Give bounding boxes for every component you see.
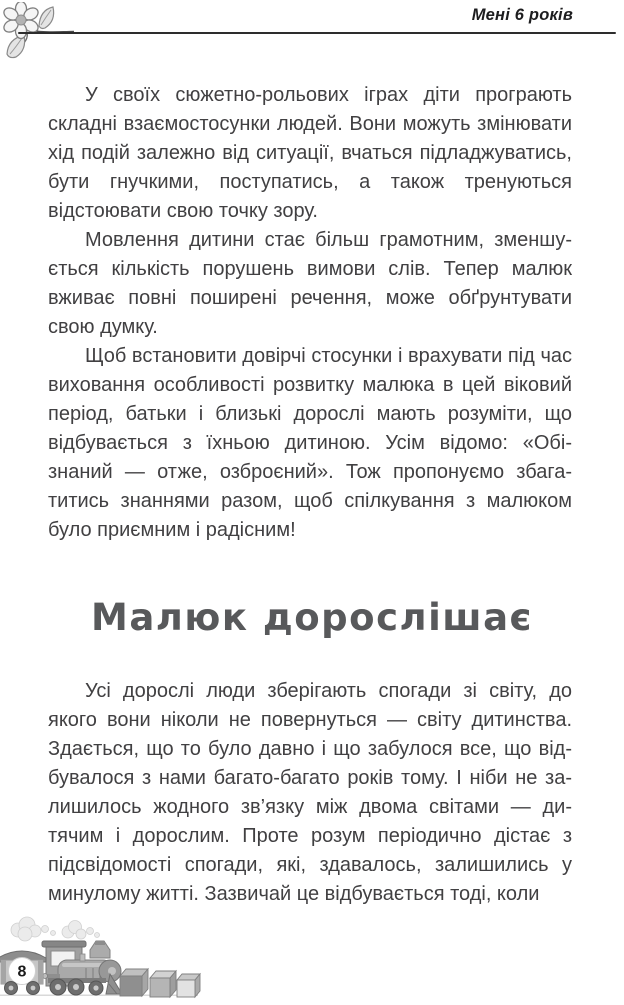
paragraph: Усі дорослі люди зберігають спогади зі світу, до якого вони ніколи не повернуться — світу дитинства. Здається, що то було давно і що забулося все, що відбувалося з нами багато-багато років тому. І ніби не залишилось жодного зв’язку між двома світами — дитячим і дорослим. Проте розум періодично дістає з підсвідомості спогади, які, здавалось, залишились у минулому житті. Зазвичай це відбувається тоді, коли <box>48 680 572 905</box>
section-heading: Малюк дорослішає <box>91 596 533 639</box>
paragraph: Мовлення дитини стає більш грамотним, зменшується кількість порушень вимови слів. Тепер малюк вживає повні поширені речення, може обґрунтувати свою думку. <box>48 229 572 338</box>
train-icon <box>0 916 204 1000</box>
text-block-bottom <box>48 677 572 909</box>
paragraph: Щоб встановити довірчі стосунки і врахувати під час виховання особливості розвитку малюка в цей віковий період, батьки і близькі дорослі мають розуміти, що відбувається з їхньою дитиною. Усім відомо: «Обізнаний — отже, озброєний». Тож пропонуємо збагатитись знаннями разом, щоб спілкування з малюком було приємним і радісним! <box>48 345 572 541</box>
paragraph: У своїх сюжетно-рольових іграх діти програють складні взаємостосунки людей. Вони можуть змінювати хід подій залежно від ситуації, вчаться підладжуватись, бути гнучкими, поступатись, а також тренуються відстоювати свою точку зору. <box>48 84 572 222</box>
running-head: Мені 6 років <box>471 6 573 24</box>
text-block-top <box>48 81 572 545</box>
header-rule <box>18 32 616 35</box>
page-number: 8 <box>17 963 27 981</box>
